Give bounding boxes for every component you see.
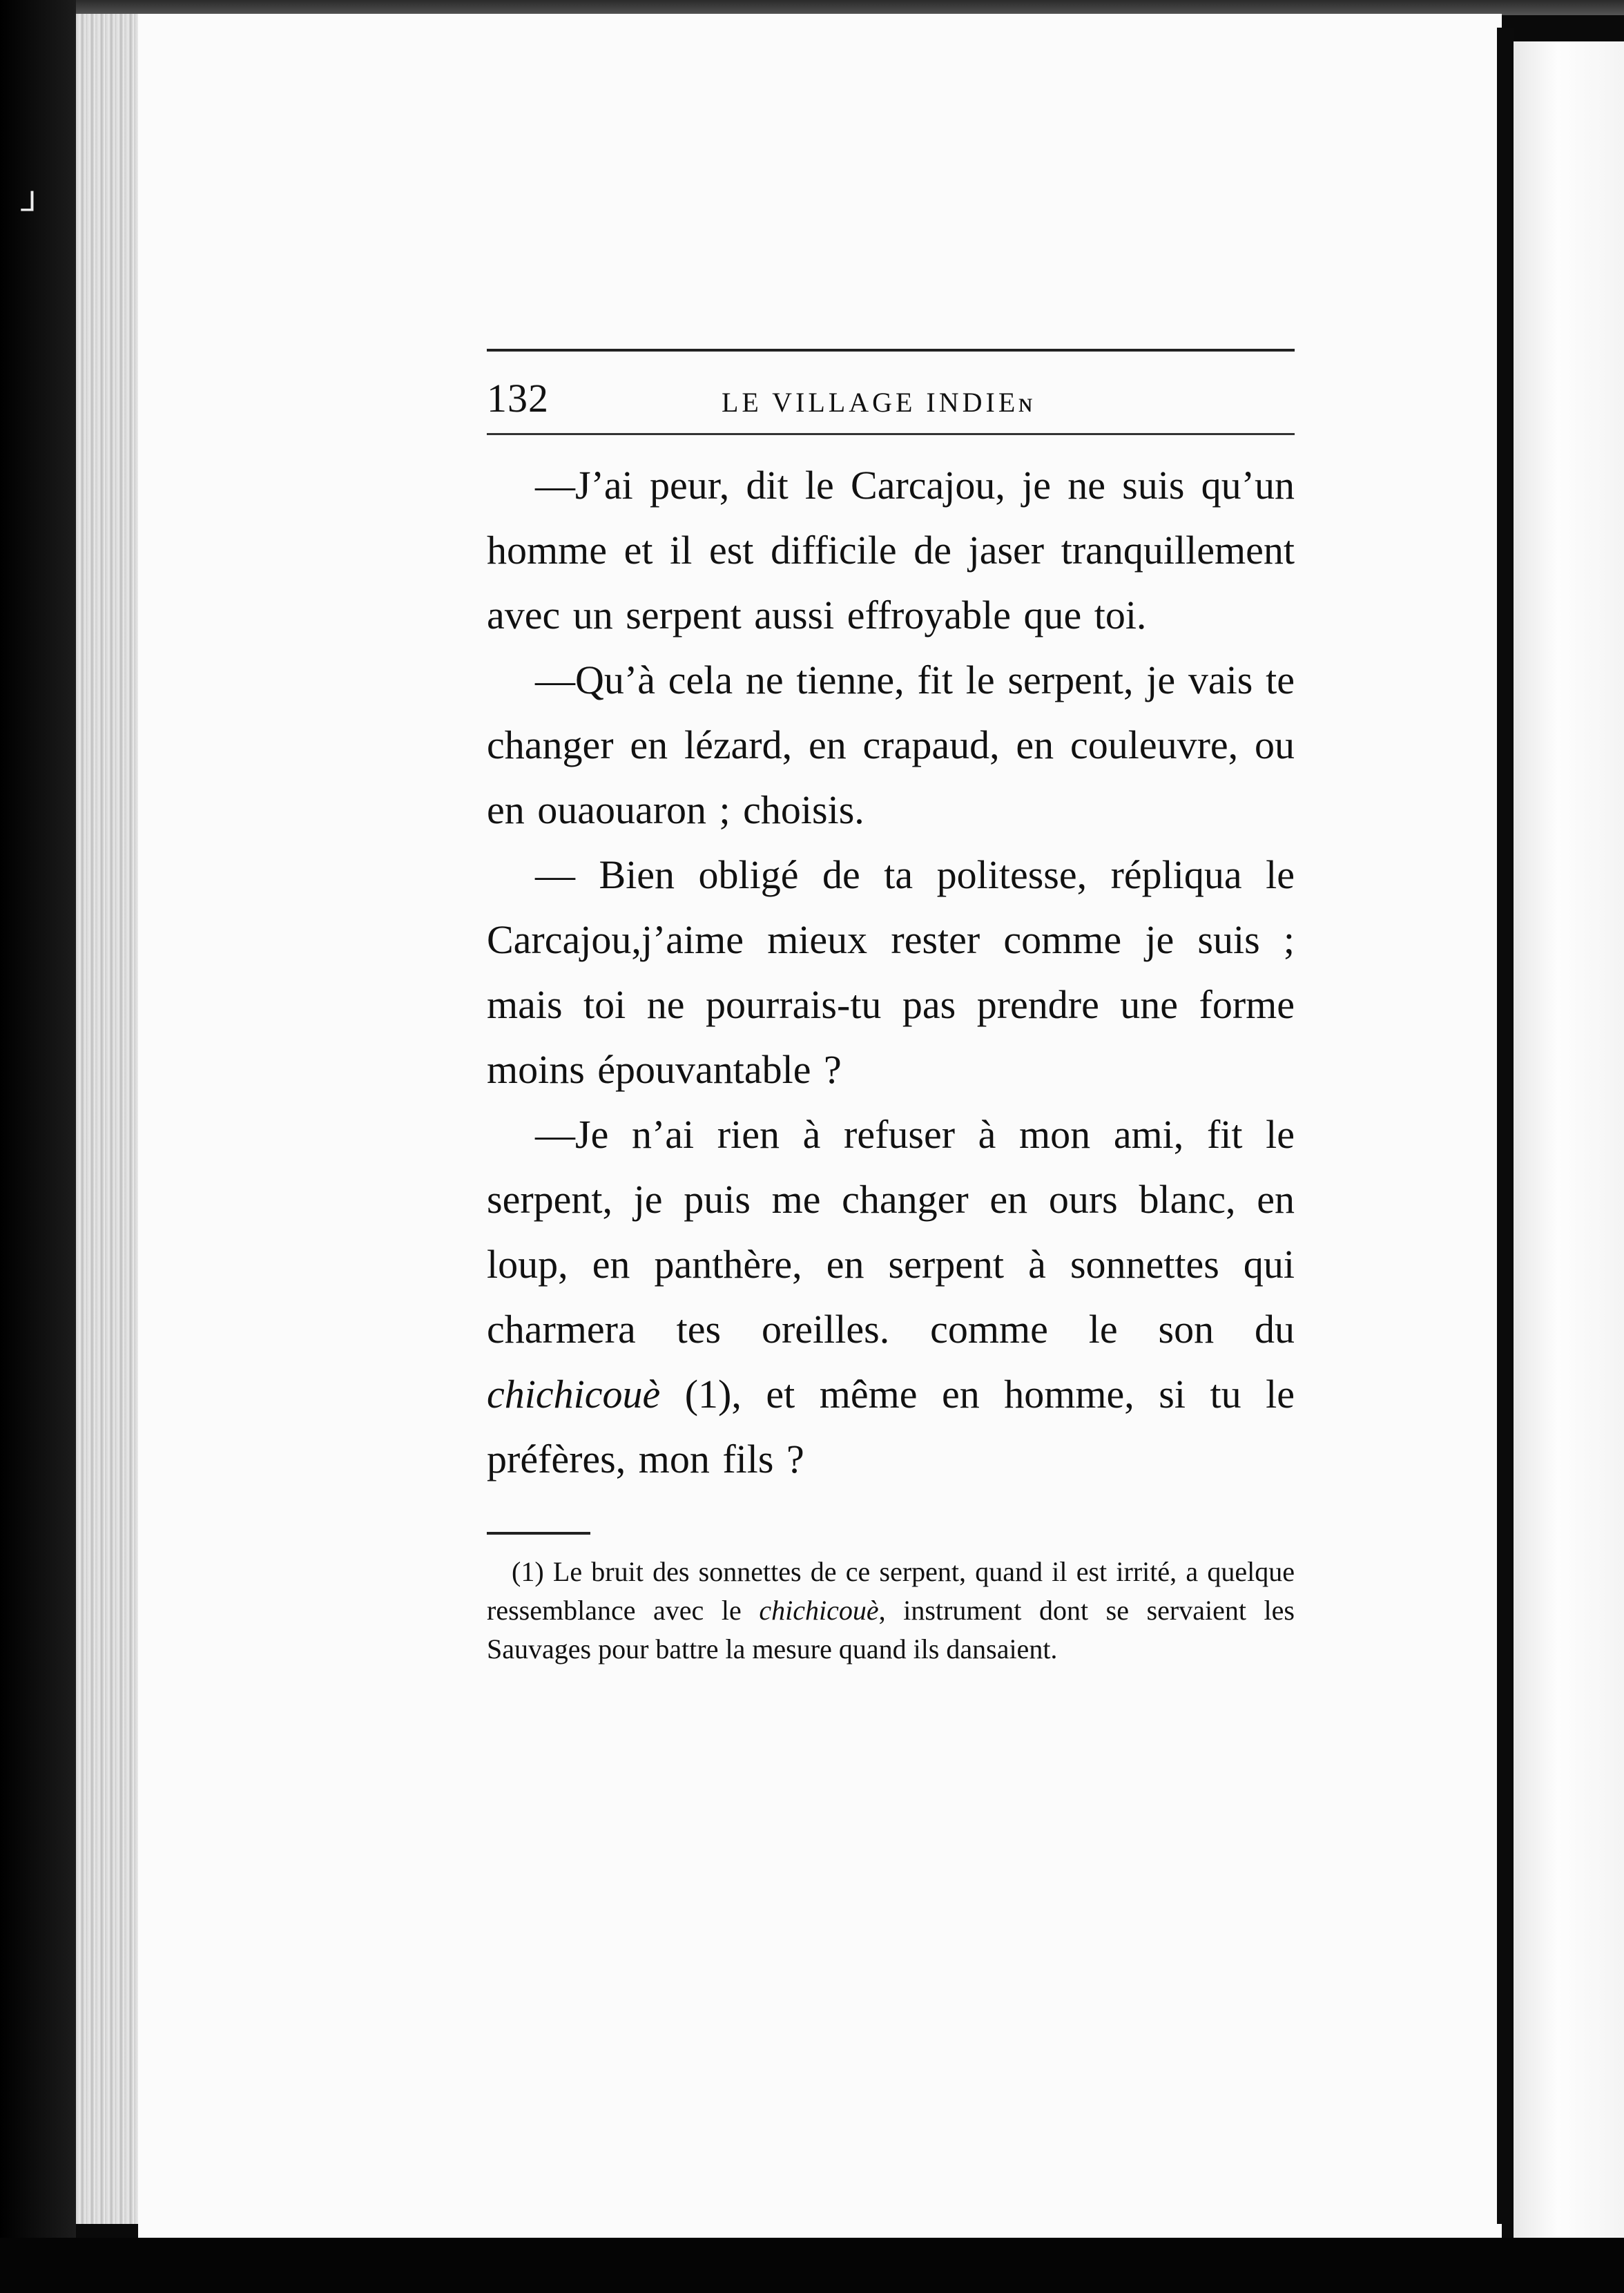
paragraph: —J’ai peur, dit le Carcajou, je ne suis qu’un homme et il est difficile de jaser tranquillement avec un serpent aussi effroyable que toi. — [487, 463, 1295, 637]
footnote-rule — [487, 1532, 590, 1535]
italic-term: chichicouè — [487, 1372, 661, 1417]
page-header — [487, 371, 1295, 426]
header-bottom-rule — [487, 433, 1295, 435]
header-top-rule — [487, 349, 1295, 352]
paragraph — [487, 1102, 1295, 1492]
scan-bottom-edge — [0, 2238, 1624, 2293]
page-gutter-shadow — [1497, 28, 1514, 2224]
text-block — [487, 349, 1295, 1669]
running-title: LE VILLAGE INDIEɴ — [722, 387, 1036, 418]
facing-page-sliver — [1514, 41, 1624, 2238]
scan-speck-icon: ᒧ — [19, 186, 37, 218]
footnote-italic-term: chichicouè — [759, 1595, 879, 1626]
scan-left-margin — [0, 0, 76, 2293]
footnote-text: (1) Le bruit des sonnettes de ce serpent, quand il est irrité, a quelque ressemblance avec le — [487, 1556, 1295, 1626]
footnote-text: , instrument dont se servaient les Sauvages pour battre la mesure quand ils dansaient. — [487, 1595, 1295, 1664]
paragraph-text: (1), et même en homme, si tu le préfères, mon fils ? — [487, 1372, 1295, 1481]
paragraph-text: —Je n’ai rien à refuser à mon ami, fit le serpent, je puis me changer en ours blanc, en loup, en panthère, en serpent à sonnettes qui charmera tes oreilles. comme le son du — [487, 1112, 1295, 1352]
paragraph: — Bien obligé de ta politesse, répliqua le Carcajou,j’aime mieux rester comme je suis ; mais toi ne pourrais-tu pas prendre une forme moins épouvantable ? — [487, 852, 1295, 1092]
paragraph: —Qu’à cela ne tienne, fit le serpent, je vais te changer en lézard, en crapaud, en couleuvre, ou en ouaouaron ; choisis. — [487, 658, 1295, 832]
footnote — [487, 1553, 1295, 1669]
scan-top-edge — [76, 0, 1624, 15]
page-number: 132 — [487, 376, 549, 421]
